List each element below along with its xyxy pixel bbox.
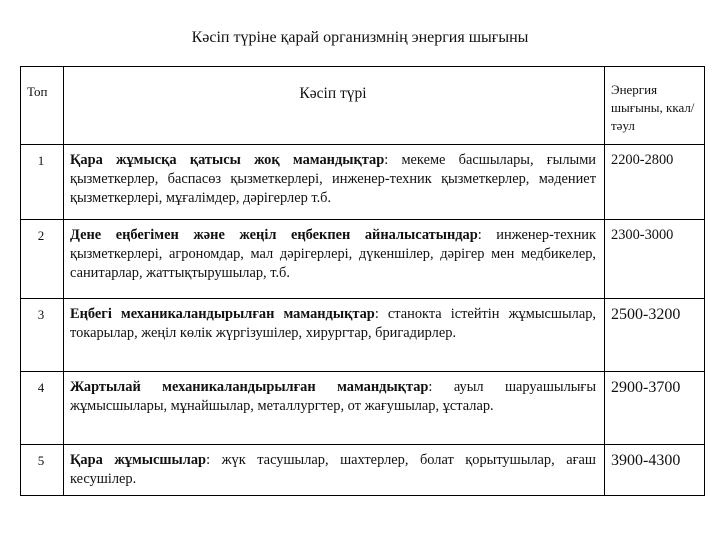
energy-expenditure-table bbox=[20, 66, 705, 496]
table-row bbox=[21, 445, 705, 496]
table-header-row bbox=[21, 67, 705, 145]
profession-description: : жүк тасушылар, шахтерлер, болат қорытушылар, ағаш кесушілер. bbox=[70, 452, 596, 487]
profession-category: Дене еңбегімен және жеңіл еңбекпен айналысатындар bbox=[70, 227, 478, 243]
table-row bbox=[21, 372, 705, 445]
profession-description: : ауыл шаруашылығы жұмысшылары, мұнайшылар, металлургтер, от жағушылар, ұсталар. bbox=[70, 379, 596, 414]
profession-cell bbox=[64, 220, 605, 299]
group-number: 2 bbox=[21, 220, 64, 299]
header-energy: Энергия шығыны, ккал/тәул bbox=[605, 67, 705, 145]
profession-category: Қара жұмысқа қатысы жоқ мамандықтар bbox=[70, 152, 385, 168]
profession-description: : станокта істейтін жұмысшылар, токарылар, жеңіл көлік жүргізушілер, хирургтар, бригадирлер. bbox=[70, 306, 596, 341]
energy-value: 2900-3700 bbox=[605, 372, 705, 445]
group-number: 1 bbox=[21, 145, 64, 220]
group-number: 3 bbox=[21, 299, 64, 372]
energy-value: 2300-3000 bbox=[605, 220, 705, 299]
profession-cell bbox=[64, 299, 605, 372]
energy-value: 2500-3200 bbox=[605, 299, 705, 372]
header-group: Топ bbox=[21, 67, 64, 145]
profession-category: Қара жұмысшылар bbox=[70, 452, 207, 468]
profession-description: : инженер-техник қызметкерлері, агрономдар, мал дәрігерлері, дүкеншілер, дәрігер мен медбикелер, санитарлар, жаттықтырушылар, т.б. bbox=[70, 227, 596, 281]
energy-value: 2200-2800 bbox=[605, 145, 705, 220]
group-number: 5 bbox=[21, 445, 64, 496]
group-number: 4 bbox=[21, 372, 64, 445]
table-row bbox=[21, 220, 705, 299]
profession-cell bbox=[64, 445, 605, 496]
profession-cell bbox=[64, 145, 605, 220]
table-row bbox=[21, 145, 705, 220]
profession-description: : мекеме басшылары, ғылыми қызметкерлер, баспасөз қызметкерлері, инженер-техник қызметкерлер, мәдениет қызметкерлері, мұғалімдер, дәрігерлер т.б. bbox=[70, 152, 596, 206]
document-title: Кәсіп түріне қарай организмнің энергия шығыны bbox=[191, 29, 529, 46]
table-row bbox=[21, 299, 705, 372]
energy-value: 3900-4300 bbox=[605, 445, 705, 496]
header-profession: Кәсіп түрі bbox=[64, 67, 605, 145]
profession-category: Еңбегі механикаландырылған мамандықтар bbox=[70, 306, 375, 322]
profession-category: Жартылай механикаландырылған мамандықтар bbox=[70, 379, 429, 395]
profession-cell bbox=[64, 372, 605, 445]
